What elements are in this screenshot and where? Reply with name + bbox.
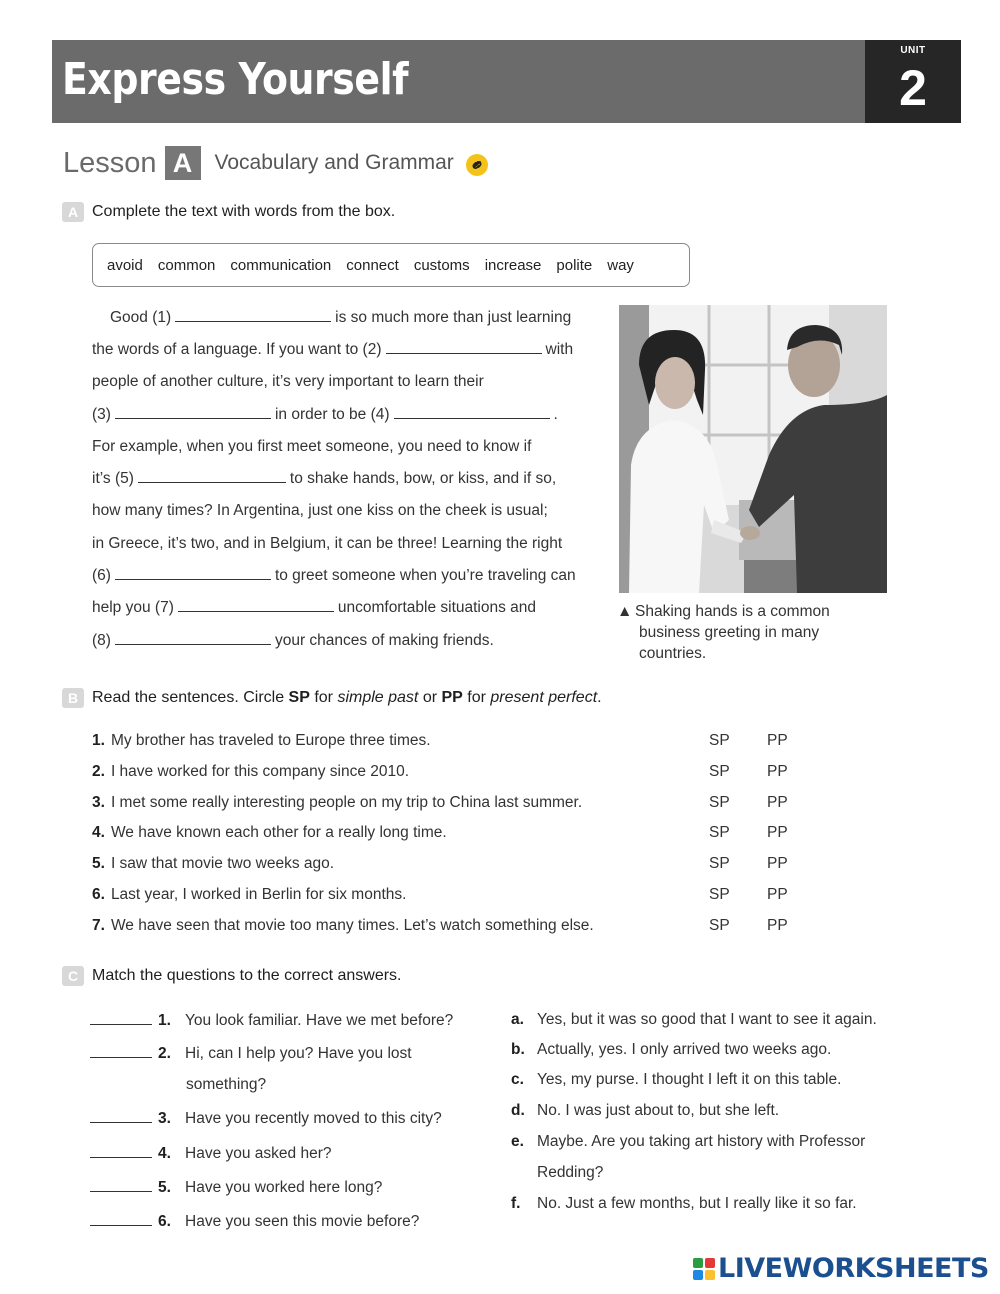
section-a-letter: A <box>62 202 84 222</box>
answer-text: Actually, yes. I only arrived two weeks ago. <box>537 1041 832 1058</box>
word-box-item: customs <box>413 256 470 274</box>
header-banner <box>52 40 961 123</box>
passage-text: the words of a language. If you want to (2) <box>92 341 382 358</box>
section-c-letter: C <box>62 966 84 986</box>
passage-text: to shake hands, bow, or kiss, and if so, <box>289 470 557 487</box>
blank-7[interactable] <box>178 598 334 612</box>
answer-text: No. I was just about to, but she left. <box>537 1102 780 1119</box>
question-text: Hi, can I help you? Have you lost <box>185 1045 412 1062</box>
answer-blank[interactable] <box>90 1046 152 1058</box>
instruction-text: or <box>418 689 442 706</box>
passage-text: is so much more than just learning <box>335 309 572 326</box>
instruction-bold: SP <box>288 689 310 706</box>
item-number: 6. <box>92 886 105 903</box>
passage-text: . <box>553 406 558 423</box>
answer-item <box>511 1195 857 1213</box>
passage-line <box>92 308 612 328</box>
option-pp[interactable]: PP <box>767 855 788 872</box>
unit-number: 2 <box>899 60 927 116</box>
option-pp[interactable]: PP <box>767 794 788 811</box>
passage-line <box>92 469 612 489</box>
passage-line: For example, when you first meet someone, you need to know if <box>92 438 532 455</box>
passage-text: with <box>545 341 574 358</box>
instruction-text: for <box>309 689 338 706</box>
option-pp[interactable]: PP <box>767 824 788 841</box>
word-box-item: communication <box>230 256 332 274</box>
answer-item <box>511 1133 865 1151</box>
passage-text: your chances of making friends. <box>274 632 494 649</box>
sentence-row <box>92 732 812 754</box>
answer-item <box>511 1102 779 1120</box>
sentence-text: Last year, I worked in Berlin for six months. <box>110 886 407 903</box>
answer-letter: a. <box>511 1011 524 1028</box>
word-box-item: increase <box>484 256 542 274</box>
sentence-row <box>92 824 812 846</box>
passage-line: in Greece, it’s two, and in Belgium, it can be three! Learning the right <box>92 535 563 552</box>
passage-line: people of another culture, it’s very important to learn their <box>92 373 484 390</box>
question-text: Have you asked her? <box>185 1145 332 1162</box>
photo-caption <box>617 601 877 664</box>
sentence-row <box>92 763 812 785</box>
blank-8[interactable] <box>115 631 271 645</box>
instruction-italic: present perfect <box>490 689 598 706</box>
logo-text: LIVEWORKSHEETS <box>718 1253 989 1284</box>
sentence-row <box>92 917 812 939</box>
question-number: 4. <box>158 1145 171 1162</box>
caption-marker-icon: ▲ <box>617 603 633 620</box>
sentence-text: I have worked for this company since 2010. <box>110 763 410 780</box>
item-number: 4. <box>92 824 105 841</box>
word-box-item: way <box>607 256 634 274</box>
sentence-row <box>92 794 812 816</box>
link-icon[interactable] <box>466 154 488 176</box>
instruction-text: Read the sentences. Circle <box>92 689 289 706</box>
sentence-text: I met some really interesting people on my trip to China last summer. <box>110 794 583 811</box>
item-number: 1. <box>92 732 105 749</box>
lesson-letter: A <box>165 146 201 180</box>
question-item <box>90 1213 419 1231</box>
option-sp[interactable]: SP <box>709 886 730 903</box>
option-sp[interactable]: SP <box>709 917 730 934</box>
sentence-text: We have seen that movie too many times. Let’s watch something else. <box>110 917 594 934</box>
passage-line <box>92 340 612 360</box>
passage-line <box>92 631 612 651</box>
section-b-heading <box>62 688 602 708</box>
passage-text: Good (1) <box>110 309 172 326</box>
option-pp[interactable]: PP <box>767 886 788 903</box>
answer-blank[interactable] <box>90 1214 152 1226</box>
option-sp[interactable]: SP <box>709 794 730 811</box>
passage-line <box>92 566 612 586</box>
item-number: 3. <box>92 794 105 811</box>
page-title: Express Yourself <box>62 54 409 105</box>
unit-label: UNIT <box>900 45 926 56</box>
sentence-text: My brother has traveled to Europe three times. <box>110 732 431 749</box>
question-item <box>90 1110 442 1128</box>
answer-blank[interactable] <box>90 1180 152 1192</box>
caption-line <box>617 601 877 622</box>
sentence-text: We have known each other for a really long time. <box>110 824 447 841</box>
answer-item <box>511 1071 841 1089</box>
passage-line <box>92 405 612 425</box>
liveworksheets-logo <box>693 1253 989 1284</box>
instruction-text: . <box>597 689 602 706</box>
answer-text: Maybe. Are you taking art history with Professor <box>537 1133 866 1150</box>
question-item <box>90 1012 453 1030</box>
word-box-item: common <box>157 256 216 274</box>
question-number: 6. <box>158 1213 171 1230</box>
question-item <box>90 1179 382 1197</box>
section-a-instruction: Complete the text with words from the box. <box>92 203 396 220</box>
word-box-item: polite <box>556 256 593 274</box>
answer-letter: c. <box>511 1071 524 1088</box>
answer-continuation: Redding? <box>537 1164 604 1181</box>
answer-blank[interactable] <box>90 1146 152 1158</box>
question-text: You look familiar. Have we met before? <box>185 1012 454 1029</box>
passage-text: to greet someone when you’re traveling can <box>274 567 576 584</box>
passage-text: help you (7) <box>92 599 174 616</box>
blank-1[interactable] <box>175 308 331 322</box>
option-sp[interactable]: SP <box>709 732 730 749</box>
option-sp[interactable]: SP <box>709 763 730 780</box>
answer-letter: d. <box>511 1102 525 1119</box>
blank-6[interactable] <box>115 566 271 580</box>
question-number: 2. <box>158 1045 171 1062</box>
question-number: 3. <box>158 1110 171 1127</box>
section-b-letter: B <box>62 688 84 708</box>
word-box <box>92 243 690 287</box>
answer-letter: e. <box>511 1133 524 1150</box>
answer-text: Yes, my purse. I thought I left it on this table. <box>537 1071 842 1088</box>
item-number: 2. <box>92 763 105 780</box>
question-item <box>90 1145 331 1163</box>
passage-text: (3) <box>92 406 111 423</box>
answer-text: No. Just a few months, but I really like it so far. <box>537 1195 857 1212</box>
section-b-instruction <box>92 689 602 707</box>
answer-item <box>511 1011 877 1029</box>
word-box-item: avoid <box>107 256 143 274</box>
caption-line: business greeting in many <box>639 624 820 641</box>
passage-text: in order to be (4) <box>274 406 390 423</box>
passage-text: it’s (5) <box>92 470 134 487</box>
passage-text: (8) <box>92 632 111 649</box>
lesson-heading <box>63 143 488 183</box>
passage-line <box>92 598 612 618</box>
lesson-subtitle: Vocabulary and Grammar <box>214 151 454 174</box>
instruction-bold: PP <box>441 689 463 706</box>
item-number: 7. <box>92 917 105 934</box>
caption-line: countries. <box>639 645 707 662</box>
instruction-text: for <box>462 689 491 706</box>
question-item <box>90 1045 412 1063</box>
answer-item <box>511 1041 831 1059</box>
question-number: 5. <box>158 1179 171 1196</box>
logo-grid-icon <box>693 1258 715 1280</box>
sentence-row <box>92 855 812 877</box>
option-pp[interactable]: PP <box>767 732 788 749</box>
passage-text: uncomfortable situations and <box>337 599 537 616</box>
option-sp[interactable]: SP <box>709 855 730 872</box>
question-continuation: something? <box>186 1076 267 1093</box>
sentence-row <box>92 886 812 908</box>
passage-line: how many times? In Argentina, just one kiss on the cheek is usual; <box>92 502 548 519</box>
answer-blank[interactable] <box>90 1013 152 1025</box>
unit-badge <box>865 40 961 123</box>
instruction-italic: simple past <box>337 689 419 706</box>
word-box-item: connect <box>346 256 399 274</box>
section-c-heading <box>62 966 401 986</box>
question-text: Have you seen this movie before? <box>185 1213 420 1230</box>
question-number: 1. <box>158 1012 171 1029</box>
answer-letter: f. <box>511 1195 521 1212</box>
section-a-heading <box>62 202 395 222</box>
question-text: Have you worked here long? <box>185 1179 383 1196</box>
item-number: 5. <box>92 855 105 872</box>
handshake-photo <box>619 305 887 593</box>
sentence-text: I saw that movie two weeks ago. <box>110 855 335 872</box>
blank-2[interactable] <box>386 340 542 354</box>
answer-blank[interactable] <box>90 1111 152 1123</box>
answer-letter: b. <box>511 1041 525 1058</box>
caption-text: Shaking hands is a common <box>635 603 830 620</box>
option-sp[interactable]: SP <box>709 824 730 841</box>
answer-text: Yes, but it was so good that I want to see it again. <box>537 1011 877 1028</box>
question-text: Have you recently moved to this city? <box>185 1110 442 1127</box>
option-pp[interactable]: PP <box>767 763 788 780</box>
passage-text: (6) <box>92 567 111 584</box>
blank-3[interactable] <box>115 405 271 419</box>
blank-4[interactable] <box>394 405 550 419</box>
option-pp[interactable]: PP <box>767 917 788 934</box>
blank-5[interactable] <box>138 469 286 483</box>
section-c-instruction: Match the questions to the correct answers. <box>92 967 402 984</box>
lesson-word: Lesson <box>63 146 157 179</box>
